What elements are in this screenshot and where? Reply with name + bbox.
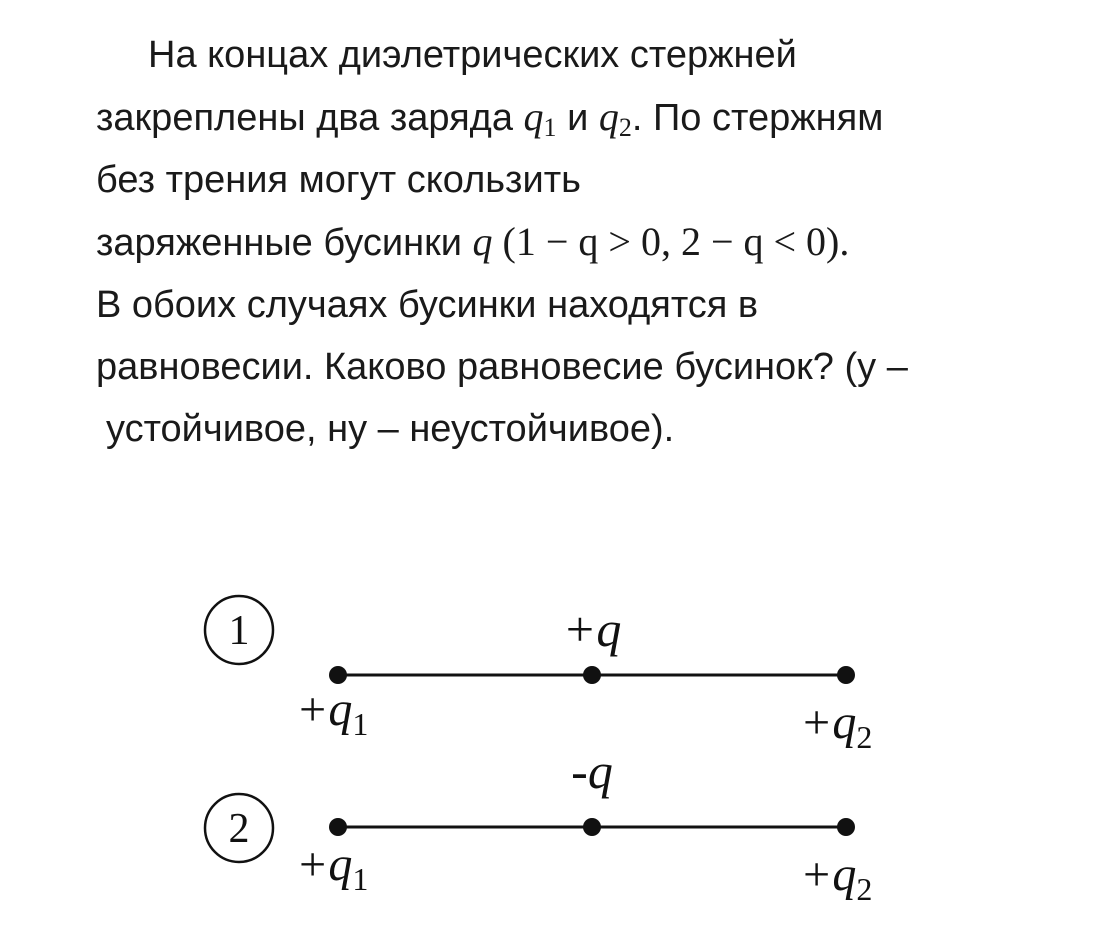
text-fragment: закреплены два заряда [96,97,524,139]
text-fragment: заряженные бусинки [96,222,473,264]
problem-line-1: На концах диэлетрических стержней [148,34,797,76]
fixed-charge-right [837,666,855,684]
right-charge-label: $+q_2$ [800,696,873,755]
bead-charge-symbol: q [472,219,493,264]
bead [583,666,601,684]
case-1 [205,596,872,755]
charge-q2-symbol: $q_2$ [598,94,632,142]
left-charge-label: $+q_1$ [296,683,369,742]
fixed-charge-right [837,818,855,836]
case-number: 1 [228,608,250,654]
case-number: 2 [228,806,250,852]
rods-diagram [0,560,1120,940]
bead-label: -q [571,743,613,799]
text-fragment: и [556,97,599,139]
charge-condition: (1 − q > 0, 2 − q < 0). [502,219,850,264]
case-2 [205,743,872,907]
fixed-charge-left [329,818,347,836]
fixed-charge-left [329,666,347,684]
problem-line-4 [96,211,1056,274]
charge-q1-symbol: $q_1$ [523,94,557,142]
left-charge-label: $+q_1$ [296,838,369,897]
problem-line-6: равновесии. Каково равновесие бусинок? (у – [96,346,908,388]
problem-text [96,24,1056,460]
bead-label: +q [562,601,622,657]
right-charge-label: $+q_2$ [800,848,873,907]
problem-line-2 [96,86,1056,149]
text-fragment: . По стержням [631,97,884,139]
bead [583,818,601,836]
problem-line-3: без трения могут скользить [96,159,581,201]
problem-line-7: устойчивое, ну – неустойчивое). [106,408,675,450]
problem-line-5: В обоих случаях бусинки находятся в [96,284,759,326]
